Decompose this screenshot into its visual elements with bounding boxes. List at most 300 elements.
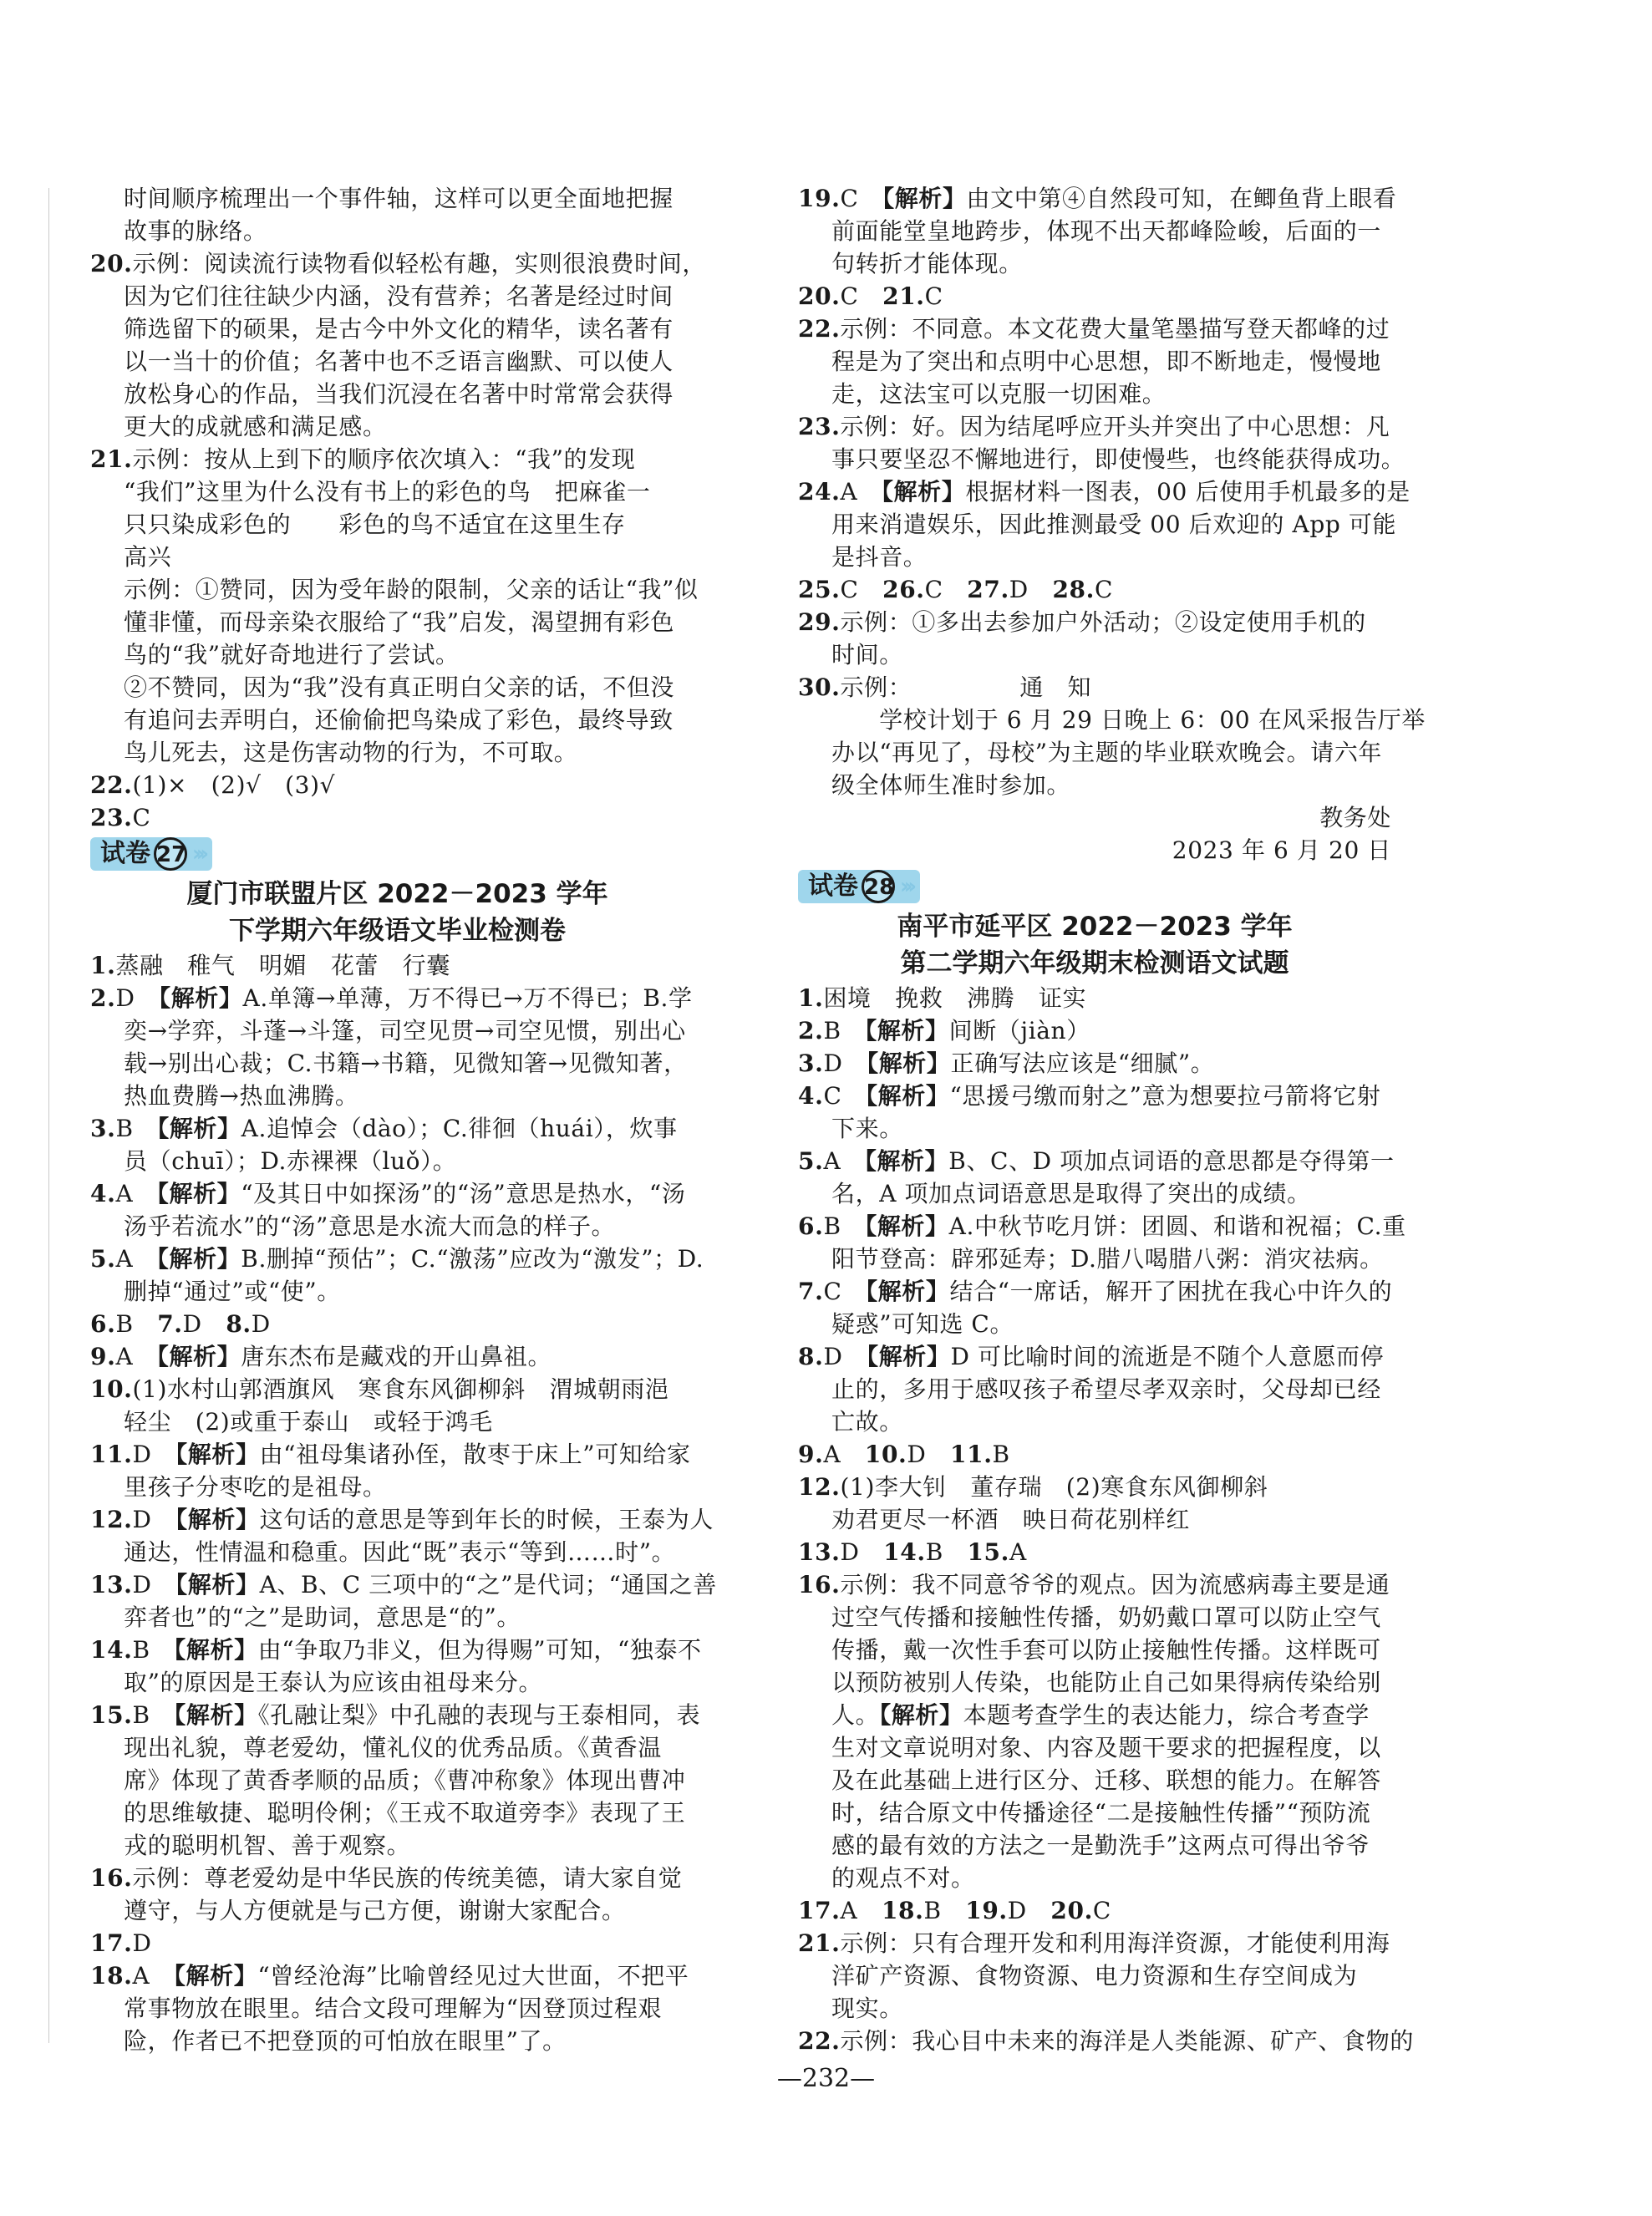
analysis-tag: 【解析】	[864, 1147, 949, 1175]
answer-line	[90, 2025, 704, 2057]
answer-item	[90, 1112, 704, 1145]
answer-line	[798, 1666, 1391, 1699]
analysis-text: 本题考查学生的表达能力，综合考查学	[963, 1701, 1370, 1729]
answer-text: 以一当十的价值；名著中也不乏语言幽默、可以使人	[124, 348, 674, 375]
analysis-text: B.删掉“预估”；C.“激荡”应改为“激发”；D.	[241, 1245, 704, 1273]
answer-text: 示例：我心目中未来的海洋是人类能源、矿产、食物的	[840, 2027, 1414, 2055]
question-number: 12.	[798, 1473, 841, 1501]
answer-text: A	[840, 478, 882, 506]
question-number: 23.	[798, 413, 841, 440]
answer-text: 热血费腾→热血沸腾。	[124, 1082, 359, 1110]
answer-text: 员（chuī）；D.赤裸裸（luǒ）。	[124, 1147, 457, 1175]
answer-line	[798, 638, 1391, 671]
answer-item	[90, 1438, 704, 1471]
answer-line	[90, 410, 704, 443]
answer-item	[798, 1047, 1391, 1080]
answer-text: “我们”这里为什么没有书上的彩色的鸟 把麻雀一	[124, 478, 651, 506]
analysis-tag: 【解析】	[866, 1082, 950, 1110]
question-number: 11.	[950, 1441, 993, 1468]
answer-line	[798, 1634, 1391, 1666]
question-number: 25.	[798, 576, 841, 603]
answer-text: (1)李大钊 董存瑞 (2)寒食东风御柳斜	[840, 1473, 1268, 1501]
answer-text: 现实。	[831, 1995, 903, 2022]
answer-text: 更大的成就感和满足感。	[124, 413, 387, 440]
paper-badge-label: 试卷	[100, 839, 150, 868]
answer-text: 弈者也”的“之”是助词，意思是“的”。	[124, 1604, 521, 1631]
question-number: 27.	[967, 576, 1009, 603]
question-number: 9.	[90, 1343, 116, 1370]
answer-line	[798, 1699, 1391, 1731]
answer-text: (1)× (2)√ (3)√	[132, 771, 336, 799]
answer-item	[798, 1438, 1391, 1471]
answer-text: 办以“再见了，母校”为主题的毕业联欢晚会。请六年	[831, 739, 1383, 766]
analysis-tag: 【解析】	[175, 1506, 260, 1533]
answer-line	[90, 1666, 704, 1699]
answer-text: 遵守，与人方便就是与己方便，谢谢大家配合。	[124, 1897, 626, 1924]
answer-line	[798, 1601, 1391, 1634]
answer-line	[90, 475, 704, 508]
answer-text: 级全体师生准时参加。	[831, 771, 1071, 799]
answer-text: 蒸融 稚气 明媚 花蕾 行囊	[115, 952, 450, 979]
analysis-text: B、C、D 项加点词语的意思都是夺得第一	[948, 1147, 1395, 1175]
answer-text: 学校计划于 6 月 29 日晚上 6：00 在风采报告厅举	[831, 706, 1426, 734]
answer-line	[798, 1959, 1391, 1992]
analysis-text: 唐东杰布是藏戏的开山鼻祖。	[241, 1343, 552, 1370]
answer-text: D	[251, 1310, 271, 1338]
answer-text: 时间顺序梳理出一个事件轴，这样可以更全面地把握	[124, 185, 674, 212]
question-number: 26.	[882, 576, 925, 603]
answer-text: B	[132, 1636, 175, 1664]
answer-text: 载→别出心裁；C.书籍→书籍，见微知箸→见微知著，	[124, 1050, 688, 1077]
answer-line	[90, 1014, 704, 1047]
analysis-tag: 【解析】	[867, 1050, 951, 1077]
answer-line	[798, 1829, 1391, 1862]
analysis-text: A.追悼会（dào）；C.徘徊（huái），炊事	[241, 1115, 678, 1142]
answer-item	[798, 410, 1391, 443]
question-number: 20.	[1050, 1897, 1093, 1924]
analysis-tag: 【解析】	[866, 1278, 950, 1305]
answer-item	[90, 1927, 704, 1959]
answer-text: 的思维敏捷、聪明伶俐；《王戎不取道旁李》表现了王	[124, 1799, 686, 1827]
question-number: 22.	[798, 2027, 841, 2055]
analysis-tag: 【解析】	[865, 1017, 949, 1044]
answer-text: 懂非懂，而母亲染衣服给了“我”启发，渴望拥有彩色	[124, 608, 675, 636]
answer-text: D	[132, 1441, 176, 1468]
question-number: 5.	[798, 1147, 824, 1175]
question-number: 23.	[90, 804, 133, 831]
question-number: 20.	[90, 250, 133, 277]
answer-text: 及在此基础上进行区分、迁移、联想的能力。在解答	[831, 1766, 1381, 1794]
question-number: 16.	[798, 1571, 841, 1598]
paper-badge	[90, 837, 212, 871]
question-number: 29.	[798, 608, 841, 636]
analysis-text: 由文中第④自然段可知，在鲫鱼背上眼看	[966, 185, 1397, 212]
answer-text: B	[115, 1115, 158, 1142]
question-number: 8.	[226, 1310, 252, 1338]
answer-line	[798, 215, 1391, 247]
analysis-text: A.中秋节吃月饼：团圆、和谐和祝福；C.重	[948, 1212, 1406, 1240]
question-number: 21.	[90, 445, 133, 473]
answer-item	[90, 1634, 704, 1666]
answer-text: 洋矿产资源、食物资源、电力资源和生存空间成为	[831, 1962, 1358, 1990]
paper-badge-label: 试卷	[808, 872, 858, 901]
answer-text: ②不赞同，因为“我”没有真正明白父亲的话，不但没	[124, 673, 675, 701]
analysis-tag: 【解析】	[882, 185, 967, 212]
answer-text: C	[823, 1082, 867, 1110]
answer-text: 放松身心的作品，当我们沉浸在名著中时常常会获得	[124, 380, 674, 408]
question-number: 3.	[90, 1115, 116, 1142]
answer-text: 以预防被别人传染，也能防止自己如果得病传染给别	[831, 1669, 1381, 1696]
answer-text: 阳节登高：辟邪延寿；D.腊八喝腊八粥：消灾祛病。	[831, 1245, 1384, 1273]
answer-text: 传播，戴一次性手套可以防止接触性传播。这样既可	[831, 1636, 1381, 1664]
question-number: 14.	[90, 1636, 133, 1664]
answer-text: 困境 挽救 沸腾 证实	[823, 984, 1087, 1012]
answer-line	[798, 378, 1391, 410]
analysis-text: “思援弓缴而射之”意为想要拉弓箭将它射	[949, 1082, 1381, 1110]
answer-text: B	[925, 1538, 968, 1566]
answer-text: 时，结合原文中传播途径“二是接触性传播”“预防流	[831, 1799, 1371, 1827]
analysis-text: 正确写法应该是“细腻”。	[950, 1050, 1215, 1077]
analysis-tag: 【解析】	[867, 1343, 951, 1370]
right-column	[798, 182, 1426, 2057]
answer-item	[90, 1699, 704, 1731]
answer-item	[798, 1568, 1391, 1601]
answer-text: D	[132, 1571, 176, 1598]
answer-line: 教务处	[1319, 804, 1391, 831]
analysis-tag: 【解析】	[156, 1245, 241, 1273]
answer-text: 示例：①赞同，因为受年龄的限制，父亲的话让“我”似	[124, 576, 699, 603]
answer-line	[90, 345, 704, 378]
analysis-tag: 【解析】	[175, 1441, 260, 1468]
question-number: 11.	[90, 1441, 133, 1468]
question-number: 18.	[90, 1962, 133, 1990]
paper-header	[90, 837, 704, 876]
answer-line	[90, 1471, 704, 1503]
answer-text: 只只染成彩色的 彩色的鸟不适宜在这里生存	[124, 511, 626, 538]
answer-line	[798, 1308, 1391, 1340]
paper-number: 27	[154, 837, 187, 871]
answer-text: B	[992, 1441, 1010, 1468]
answer-line	[798, 1992, 1391, 2025]
answer-item	[798, 1275, 1391, 1308]
answer-text: D	[823, 1050, 867, 1077]
answer-text: 疑惑”可知选 C。	[831, 1310, 1014, 1338]
analysis-text: “曾经沧海”比喻曾经见过大世面，不把平	[257, 1962, 689, 1990]
question-number: 22.	[90, 771, 133, 799]
answer-text: D	[1007, 1897, 1051, 1924]
answer-text: 筛选留下的硕果，是古今中外文化的精华，读名著有	[124, 315, 674, 343]
analysis-tag: 【解析】	[879, 1701, 963, 1729]
paper-title: 第二学期六年级期末检测语文试题	[900, 948, 1289, 978]
analysis-tag: 【解析】	[156, 1180, 241, 1207]
answer-text: 程是为了突出和点明中心思想，即不断地走，慢慢地	[831, 348, 1381, 375]
answer-item	[90, 1959, 704, 1992]
answer-text: 戎的聪明机智、善于观察。	[124, 1832, 411, 1859]
answer-item	[90, 1243, 704, 1275]
analysis-text: 结合“一席话，解开了困扰在我心中许久的	[949, 1278, 1393, 1305]
chevron-icon: ›››	[900, 874, 912, 899]
answer-text: 现出礼貌，尊老爱幼，懂礼仪的优秀品质。《黄香温	[124, 1734, 662, 1761]
answer-text: C	[1094, 576, 1113, 603]
analysis-text: 根据材料一图表，00 后使用手机最多的是	[965, 478, 1411, 506]
answer-item	[798, 1080, 1391, 1112]
answer-text: 名，A 项加点词语意思是取得了突出的成绩。	[831, 1180, 1311, 1207]
answer-item	[798, 1014, 1391, 1047]
answer-line	[90, 1797, 704, 1829]
answer-text: 有追问去弄明白，还偷偷把鸟染成了彩色，最终导致	[124, 706, 674, 734]
answer-item	[798, 1210, 1406, 1243]
answer-text: 止的，多用于感叹孩子希望尽孝双亲时，父母却已经	[831, 1375, 1381, 1403]
answer-text: 轻尘 (2)或重于泰山 或轻于鸿毛	[124, 1408, 493, 1436]
question-number: 4.	[90, 1180, 116, 1207]
answer-text: C	[1092, 1897, 1111, 1924]
answer-item	[90, 949, 704, 982]
answer-text: 示例：阅读流行读物看似轻松有趣，实则很浪费时间，	[132, 250, 706, 277]
answer-item	[90, 801, 704, 834]
answer-text: D	[1009, 576, 1053, 603]
answer-line	[90, 508, 704, 541]
answer-text: 示例：①多出去参加户外活动；②设定使用手机的	[840, 608, 1366, 636]
question-number: 13.	[90, 1571, 133, 1598]
answer-text: 奕→学弈，斗蓬→斗篷，司空见贯→司空见惯，别出心	[124, 1017, 686, 1044]
analysis-text: A、B、C 三项中的“之”是代词；“通国之善	[259, 1571, 717, 1598]
answer-item	[90, 1340, 704, 1373]
analysis-tag: 【解析】	[174, 1701, 258, 1729]
paper-header	[798, 870, 1391, 908]
answer-item	[798, 1340, 1391, 1373]
answer-line	[798, 1764, 1391, 1797]
answer-line	[798, 345, 1391, 378]
answer-text: (1)水村山郭酒旗风 寒食东风御柳斜 渭城朝雨浥	[132, 1375, 669, 1403]
answer-line	[798, 1373, 1391, 1405]
answer-line	[90, 1145, 704, 1177]
answer-line	[90, 1992, 704, 2025]
answer-item	[90, 1862, 704, 1894]
question-number: 15.	[90, 1701, 133, 1729]
answer-text: 示例：尊老爱幼是中华民族的传统美德，请大家自觉	[132, 1864, 683, 1892]
answer-text: 常事物放在眼里。结合文段可理解为“因登顶过程艰	[124, 1995, 663, 2022]
answer-item	[798, 1145, 1395, 1177]
answer-item	[798, 1471, 1391, 1503]
answer-item	[90, 1503, 714, 1536]
answer-line	[798, 1243, 1391, 1275]
answer-text: 险，作者已不把登顶的可怕放在眼里”了。	[124, 2027, 567, 2055]
analysis-text: 间断（jiàn）	[948, 1017, 1090, 1044]
answer-line	[798, 1405, 1391, 1438]
paper-title: 下学期六年级语文毕业检测卷	[229, 916, 566, 946]
analysis-tag: 【解析】	[159, 984, 243, 1012]
answer-line	[798, 1112, 1391, 1145]
question-number: 1.	[90, 952, 116, 979]
answer-text: 过空气传播和接触性传播，奶奶戴口罩可以防止空气	[831, 1604, 1381, 1631]
answer-line	[798, 247, 1391, 280]
answer-line	[90, 1894, 704, 1927]
page-number: —232—	[776, 2064, 876, 2093]
answer-text: A	[1009, 1538, 1027, 1566]
answer-text: 里孩子分枣吃的是祖母。	[124, 1473, 387, 1501]
analysis-text: 由“祖母集诸孙侄，散枣于床上”可知给家	[259, 1441, 691, 1468]
answer-text: D	[182, 1310, 226, 1338]
answer-line	[90, 1829, 704, 1862]
answer-line	[798, 769, 1391, 801]
answer-item	[798, 1536, 1391, 1568]
answer-text: 故事的脉络。	[124, 217, 267, 245]
answer-text: 前面能堂皇地跨步，体现不出天都峰险峻，后面的一	[831, 217, 1381, 245]
question-number: 19.	[965, 1897, 1008, 1924]
answer-line	[90, 573, 704, 606]
question-number: 3.	[798, 1050, 824, 1077]
answer-text: 的观点不对。	[831, 1864, 975, 1892]
analysis-tag: 【解析】	[157, 1115, 241, 1142]
analysis-tag: 【解析】	[156, 1343, 241, 1370]
answer-item	[798, 1894, 1391, 1927]
answer-text: 用来消遣娱乐，因此推测最受 00 后欢迎的 App 可能	[831, 511, 1397, 538]
answer-text: A	[115, 1343, 157, 1370]
answer-text: 示例：不同意。本文花费大量笔墨描写登天都峰的过	[840, 315, 1390, 343]
answer-line	[90, 638, 704, 671]
answer-text: A	[132, 1962, 174, 1990]
answer-text: B	[923, 1897, 966, 1924]
answer-text: 感的最有效的方法之一是勤洗手”这两点可得出爷爷	[831, 1832, 1370, 1859]
answer-line	[90, 1405, 704, 1438]
answer-text: C	[924, 576, 968, 603]
answer-line	[90, 378, 704, 410]
answer-text: 席》体现了黄香孝顺的品质；《曹冲称象》体现出曹冲	[124, 1766, 686, 1794]
question-number: 7.	[798, 1278, 824, 1305]
answer-text: 劝君更尽一杯酒 映日荷花别样红	[831, 1506, 1191, 1533]
left-column	[90, 182, 717, 2057]
question-number: 21.	[882, 282, 925, 310]
question-number: 17.	[90, 1929, 133, 1957]
answer-line	[798, 508, 1397, 541]
question-number: 2.	[798, 1017, 824, 1044]
question-number: 12.	[90, 1506, 133, 1533]
answer-text: 取”的原因是王泰认为应该由祖母来分。	[124, 1669, 543, 1696]
answer-item	[90, 1177, 704, 1210]
answer-line	[90, 1536, 704, 1568]
answer-text: B	[115, 1310, 158, 1338]
answer-line	[90, 1210, 704, 1243]
answer-text: A	[823, 1441, 865, 1468]
question-number: 16.	[90, 1864, 133, 1892]
answer-line	[90, 541, 704, 573]
answer-line	[90, 1731, 704, 1764]
answer-line	[798, 1862, 1391, 1894]
answer-text: 示例： 通 知	[840, 673, 1092, 701]
answer-text: C	[840, 185, 883, 212]
question-number: 19.	[798, 185, 841, 212]
analysis-text: A.单簿→单薄，万不得已→万不得已；B.学	[242, 984, 693, 1012]
answer-text: 鸟儿死去，这是伤害动物的行为，不可取。	[124, 739, 578, 766]
answer-text: D	[132, 1506, 176, 1533]
answer-text: 是抖音。	[831, 543, 928, 571]
answer-item	[798, 573, 1391, 606]
answer-text: D	[907, 1441, 951, 1468]
answer-text: 事只要坚忍不懈地进行，即使慢些，也终能获得成功。	[831, 445, 1405, 473]
answer-text: C	[823, 1278, 867, 1305]
answer-line	[90, 1080, 704, 1112]
analysis-tag: 【解析】	[174, 1636, 258, 1664]
answer-item	[90, 769, 704, 801]
answer-line	[798, 1503, 1391, 1536]
analysis-text: 《孔融让梨》中孔融的表现与王泰相同，表	[257, 1701, 701, 1729]
answer-line	[798, 704, 1426, 736]
answer-line	[90, 671, 704, 704]
answer-text: 示例：只有合理开发和利用海洋资源，才能使利用海	[840, 1929, 1390, 1957]
answer-text: 人。	[831, 1701, 880, 1729]
question-number: 7.	[157, 1310, 183, 1338]
answer-item	[798, 671, 1391, 704]
answer-line	[798, 541, 1391, 573]
question-number: 22.	[798, 315, 841, 343]
paper-number: 28	[862, 870, 895, 903]
analysis-tag: 【解析】	[865, 1212, 949, 1240]
answer-item	[798, 313, 1391, 345]
answer-line	[798, 1177, 1391, 1210]
answer-text: 示例：我不同意爷爷的观点。因为流感病毒主要是通	[840, 1571, 1390, 1598]
analysis-tag: 【解析】	[173, 1962, 258, 1990]
answer-line: 2023 年 6 月 20 日	[1172, 836, 1391, 864]
answer-item	[798, 606, 1391, 638]
analysis-tag: 【解析】	[881, 478, 966, 506]
answer-text: C	[840, 282, 883, 310]
question-number: 8.	[798, 1343, 824, 1370]
paper-title: 南平市延平区 2022－2023 学年	[897, 912, 1293, 942]
answer-text: 示例：好。因为结尾呼应开头并突出了中心思想：凡	[840, 413, 1390, 440]
answer-item	[798, 475, 1411, 508]
answer-text: 走，这法宝可以克服一切困难。	[831, 380, 1167, 408]
question-number: 17.	[798, 1897, 841, 1924]
question-number: 20.	[798, 282, 841, 310]
column-divider	[48, 188, 49, 2043]
answer-text: B	[823, 1017, 866, 1044]
answer-item	[90, 982, 704, 1014]
answer-text: D	[132, 1929, 152, 1957]
answer-item	[798, 1927, 1391, 1959]
answer-line	[90, 182, 704, 215]
answer-line	[90, 1275, 704, 1308]
question-number: 5.	[90, 1245, 116, 1273]
question-number: 10.	[864, 1441, 907, 1468]
answer-line	[798, 443, 1405, 475]
analysis-text: 这句话的意思是等到年长的时候，王泰为人	[259, 1506, 714, 1533]
answer-text: 因为它们往往缺少内涵，没有营养；名著是经过时间	[124, 282, 674, 310]
answer-text: 高兴	[124, 543, 172, 571]
analysis-text: “及其日中如探汤”的“汤”意思是热水，“汤	[241, 1180, 686, 1207]
answer-text: 下来。	[831, 1115, 903, 1142]
chevron-icon: ›››	[192, 841, 205, 867]
question-number: 15.	[967, 1538, 1009, 1566]
answer-line	[90, 1047, 704, 1080]
answer-line	[90, 704, 704, 736]
answer-text: C	[924, 282, 943, 310]
answer-line	[798, 1731, 1391, 1764]
answer-item	[90, 1568, 717, 1601]
answer-text: A	[840, 1897, 882, 1924]
answer-text: B	[823, 1212, 866, 1240]
analysis-tag: 【解析】	[175, 1571, 260, 1598]
answer-line	[90, 1601, 704, 1634]
answer-line	[90, 736, 704, 769]
paper-badge	[798, 870, 920, 903]
question-number: 18.	[881, 1897, 924, 1924]
answer-text: A	[115, 1245, 157, 1273]
answer-text: A	[115, 1180, 157, 1207]
question-number: 28.	[1052, 576, 1095, 603]
answer-text: 汤乎若流水”的“汤”意思是水流大而急的样子。	[124, 1212, 616, 1240]
question-number: 13.	[798, 1538, 841, 1566]
answer-text: 示例：按从上到下的顺序依次填入：“我”的发现	[132, 445, 636, 473]
